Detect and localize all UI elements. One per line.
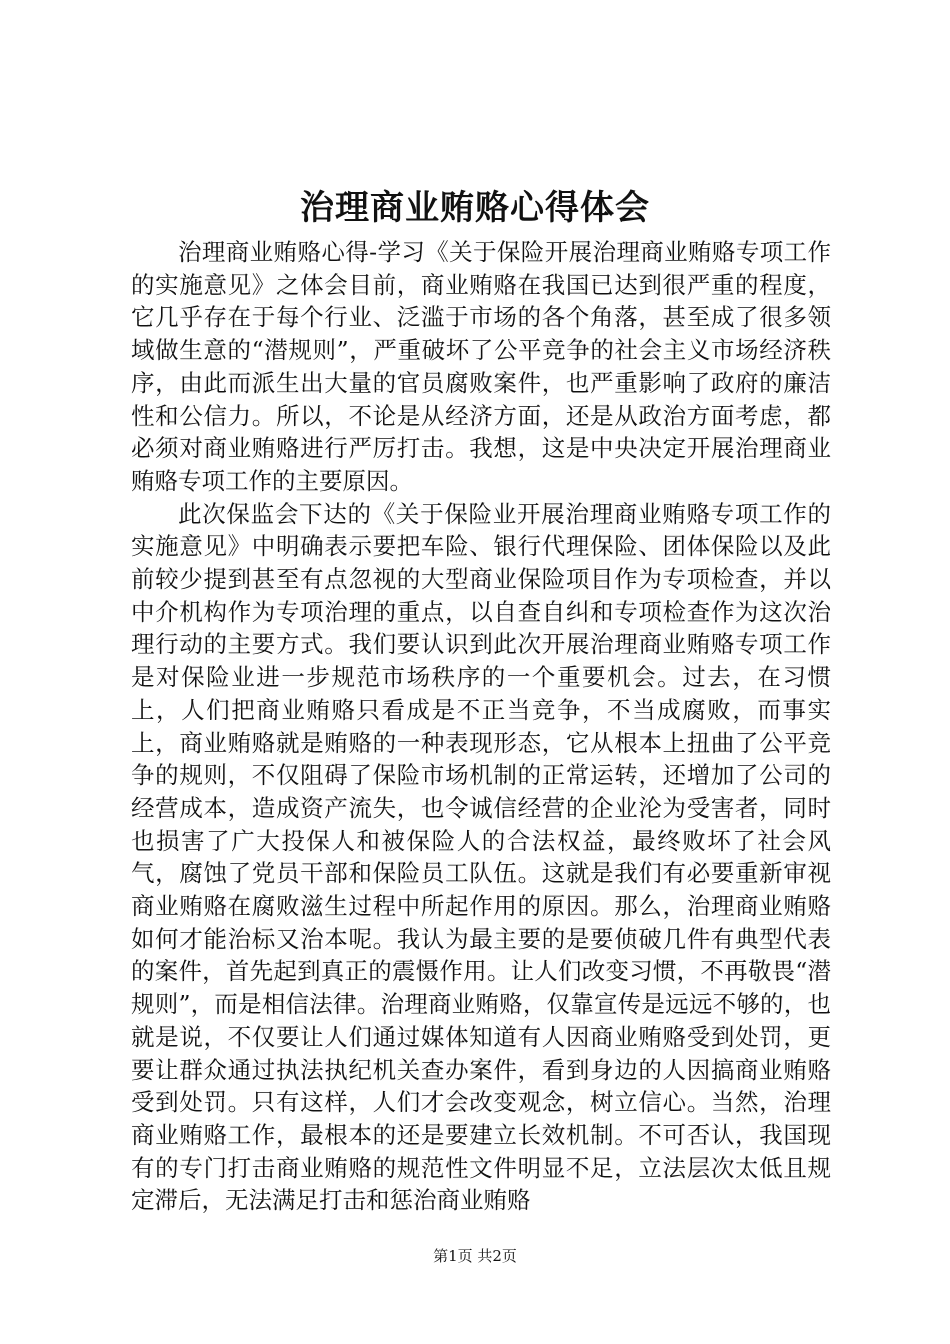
paragraph-2: 此次保监会下达的《关于保险业开展治理商业贿赂专项工作的实施意见》中明确表示要把车险、银行代理保险、团体保险以及此前较少提到甚至有点忽视的大型商业保险项目作为专项检查，并以中介机构作为专项治理的重点，以自查自纠和专项检查作为这次治理行动的主要方式。我们要认识到此次开展治理商业贿赂专项工作是对保险业进一步规范市场秩序的一个重要机会。过去，在习惯上，人们把商业贿赂只看成是不正当竞争，不当成腐败，而事实上，商业贿赂就是贿赂的一种表现形态，它从根本上扭曲了公平竞争的规则，不仅阻碍了保险市场机制的正常运转，还增加了公司的经营成本，造成资产流失，也令诚信经营的企业沦为受害者，同时也损害了广大投保人和被保险人的合法权益，最终败坏了社会风气，腐蚀了党员干部和保险员工队伍。这就是我们有必要重新审视商业贿赂在腐败滋生过程中所起作用的原因。那么，治理商业贿赂如何才能治标又治本呢。我认为最主要的是要侦破几件有典型代表的案件，首先起到真正的震慑作用。让人们改变习惯，不再敬畏“潜规则”，而是相信法律。治理商业贿赂，仅靠宣传是远远不够的，也就是说，不仅要让人们通过媒体知道有人因商业贿赂受到处罚，更要让群众通过执法执纪机关查办案件，看到身边的人因搞商业贿赂受到处罚。只有这样，人们才会改变观念，树立信心。当然，治理商业贿赂工作，最根本的还是要建立长效机制。不可否认，我国现有的专门打击商业贿赂的规范性文件明显不足，立法层次太低且规定滞后，无法满足打击和惩治商业贿赂 <box>131 499 831 1215</box>
document-body <box>131 236 831 1217</box>
document-title: 治理商业贿赂心得体会 <box>300 188 650 228</box>
paragraph-1: 治理商业贿赂心得-学习《关于保险开展治理商业贿赂专项工作的实施意见》之体会目前，商业贿赂在我国已达到很严重的程度，它几乎存在于每个行业、泛滥于市场的各个角落，甚至成了很多领域做生意的“潜规则”，严重破坏了公平竞争的社会主义市场经济秩序，由此而派生出大量的官员腐败案件，也严重影响了政府的廉洁性和公信力。所以，不论是从经济方面，还是从政治方面考虑，都必须对商业贿赂进行严厉打击。我想，这是中央决定开展治理商业贿赂专项工作的主要原因。 <box>131 238 831 495</box>
page-number-footer: 第1页 共2页 <box>433 1247 517 1265</box>
